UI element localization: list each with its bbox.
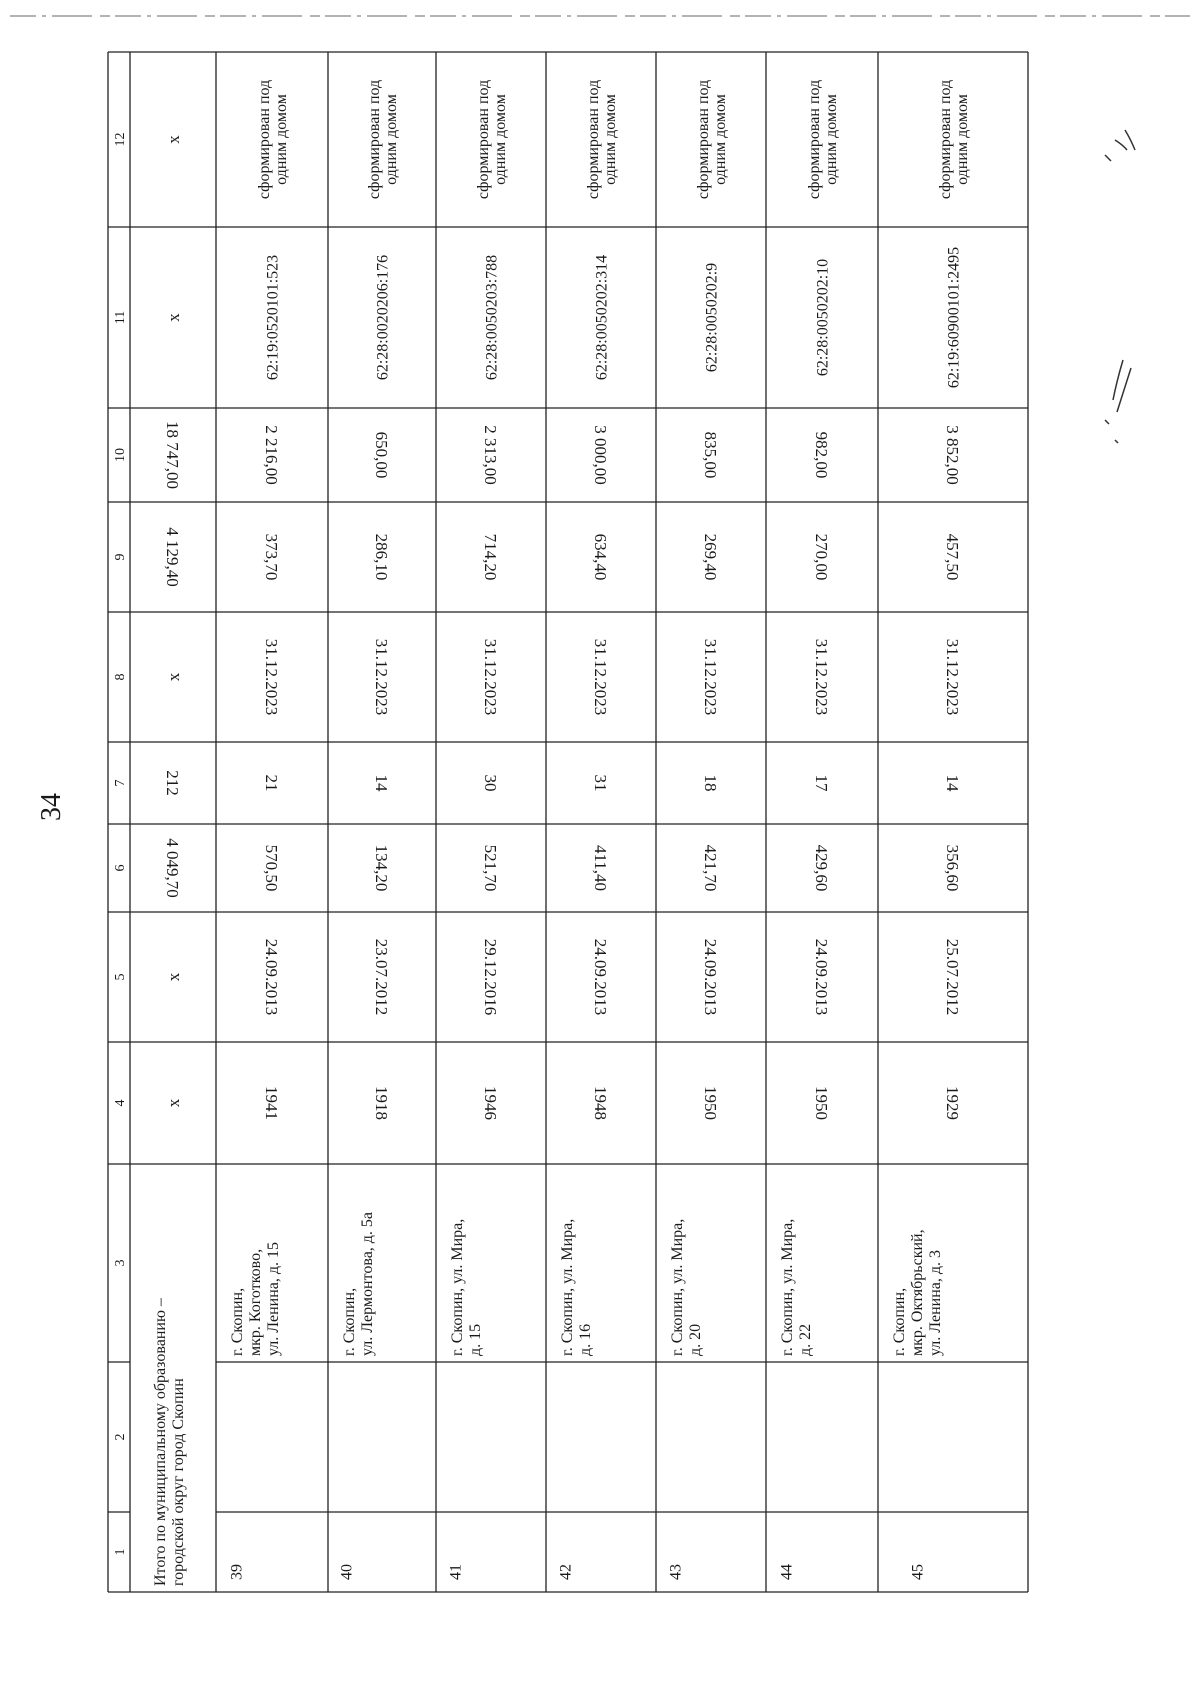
value-cell: 3 000,00 — [591, 425, 611, 485]
cadastre-cell: 62:28:0050203:788 — [483, 254, 501, 381]
row-number: 44 — [778, 1564, 796, 1580]
total-cell: 18 747,00 — [163, 421, 183, 489]
cadastre-cell: 62:28:0050202:314 — [593, 254, 611, 381]
count-cell: 31 — [591, 774, 611, 792]
value-cell: 714,20 — [481, 533, 501, 581]
value-cell: 650,00 — [372, 431, 392, 479]
year-cell: 1948 — [591, 1086, 611, 1120]
column-number: 4 — [112, 1099, 128, 1107]
column-number: 8 — [112, 673, 128, 681]
value-cell: 2 313,00 — [481, 425, 501, 485]
value-cell: 835,00 — [701, 431, 721, 479]
date-cell: 31.12.2023 — [481, 638, 501, 716]
column-number: 2 — [112, 1433, 128, 1441]
total-cell: 4 049,70 — [163, 838, 183, 898]
date-cell: 24.09.2013 — [812, 938, 832, 1016]
area-cell: 134,20 — [372, 844, 392, 892]
total-cell: x — [163, 972, 183, 982]
count-cell: 14 — [372, 774, 392, 792]
date-cell: 31.12.2023 — [262, 638, 282, 716]
date-cell: 31.12.2023 — [372, 638, 392, 716]
row-number: 40 — [338, 1564, 356, 1580]
row-number: 42 — [557, 1564, 575, 1580]
value-cell: 634,40 — [591, 533, 611, 581]
date-cell: 24.09.2013 — [591, 938, 611, 1016]
note-cell: сформирован пододним домом — [937, 79, 971, 200]
date-cell: 23.07.2012 — [372, 938, 392, 1016]
address-cell: г. Скопин, ул. Мира,д. 16 — [559, 1218, 594, 1356]
note-cell: сформирован пододним домом — [585, 79, 619, 200]
address-cell: г. Скопин,мкр. Коготково,ул. Ленина, д. 15 — [229, 1241, 282, 1356]
cadastre-cell: 62:28:0050202:9 — [703, 262, 721, 373]
value-cell: 457,50 — [943, 533, 963, 581]
date-cell: 31.12.2023 — [701, 638, 721, 716]
pen-marks — [1085, 110, 1165, 470]
cadastre-cell: 62:19:60900101:2495 — [945, 246, 963, 389]
date-cell: 24.09.2013 — [262, 938, 282, 1016]
value-cell: 3 852,00 — [943, 425, 963, 485]
column-number: 9 — [112, 553, 128, 561]
total-cell: 212 — [163, 770, 183, 796]
column-number: 7 — [112, 779, 128, 787]
year-cell: 1941 — [262, 1086, 282, 1120]
value-cell: 270,00 — [812, 533, 832, 581]
column-number: 10 — [112, 448, 128, 462]
total-cell: x — [163, 135, 183, 144]
column-number: 3 — [112, 1259, 128, 1267]
year-cell: 1950 — [812, 1086, 832, 1120]
row-number: 39 — [228, 1564, 246, 1580]
count-cell: 18 — [701, 774, 721, 792]
column-number: 1 — [112, 1548, 128, 1556]
date-cell: 29.12.2016 — [481, 938, 501, 1016]
year-cell: 1946 — [481, 1086, 501, 1120]
area-cell: 429,60 — [812, 844, 832, 892]
count-cell: 14 — [943, 774, 963, 792]
value-cell: 982,00 — [812, 431, 832, 479]
total-row-label: Итого по муниципальному образованию –городской округ город Скопин — [152, 1298, 187, 1586]
area-cell: 521,70 — [481, 844, 501, 892]
total-cell: x — [163, 1098, 183, 1108]
value-cell: 2 216,00 — [262, 425, 282, 485]
date-cell: 31.12.2023 — [812, 638, 832, 716]
column-number: 11 — [112, 310, 128, 325]
value-cell: 373,70 — [262, 533, 282, 581]
count-cell: 30 — [481, 774, 501, 792]
cadastre-cell: 62:28:0050202:10 — [814, 258, 832, 377]
cadastre-cell: 62:28:0020206:176 — [374, 254, 392, 381]
address-cell: г. Скопин, ул. Мира,д. 22 — [779, 1218, 814, 1356]
area-cell: 411,40 — [591, 844, 611, 892]
row-number: 45 — [909, 1564, 927, 1580]
total-cell: x — [163, 313, 183, 322]
row-number: 41 — [447, 1564, 465, 1580]
total-cell: x — [163, 672, 183, 682]
area-cell: 421,70 — [701, 844, 721, 892]
area-cell: 356,60 — [943, 844, 963, 892]
note-cell: сформирован пододним домом — [475, 79, 509, 200]
count-cell: 21 — [262, 774, 282, 792]
date-cell: 31.12.2023 — [591, 638, 611, 716]
column-number: 5 — [112, 973, 128, 981]
column-number: 12 — [112, 132, 128, 147]
note-cell: сформирован пододним домом — [256, 79, 290, 200]
address-cell: г. Скопин,мкр. Октябрьский,ул. Ленина, д. 3 — [891, 1229, 944, 1356]
note-cell: сформирован пододним домом — [695, 79, 729, 200]
page-number: 34 — [36, 793, 67, 821]
year-cell: 1929 — [943, 1086, 963, 1120]
count-cell: 17 — [812, 774, 832, 792]
column-number: 6 — [112, 864, 128, 872]
row-number: 43 — [667, 1564, 685, 1580]
data-table — [108, 52, 1028, 1592]
year-cell: 1950 — [701, 1086, 721, 1120]
area-cell: 570,50 — [262, 844, 282, 892]
date-cell: 31.12.2023 — [943, 638, 963, 716]
note-cell: сформирован пододним домом — [806, 79, 840, 200]
note-cell: сформирован пододним домом — [366, 79, 400, 200]
address-cell: г. Скопин, ул. Мира,д. 15 — [449, 1218, 484, 1356]
year-cell: 1918 — [372, 1086, 392, 1120]
date-cell: 25.07.2012 — [943, 938, 963, 1016]
cadastre-cell: 62:19:0520101:523 — [264, 254, 282, 381]
value-cell: 269,40 — [701, 533, 721, 581]
total-cell: 4 129,40 — [163, 527, 183, 587]
value-cell: 286,10 — [372, 533, 392, 581]
address-cell: г. Скопин,ул. Лермонтова, д. 5а — [341, 1211, 376, 1356]
date-cell: 24.09.2013 — [701, 938, 721, 1016]
scan-edge-artifact — [0, 14, 1200, 18]
address-cell: г. Скопин, ул. Мира,д. 20 — [669, 1218, 704, 1356]
